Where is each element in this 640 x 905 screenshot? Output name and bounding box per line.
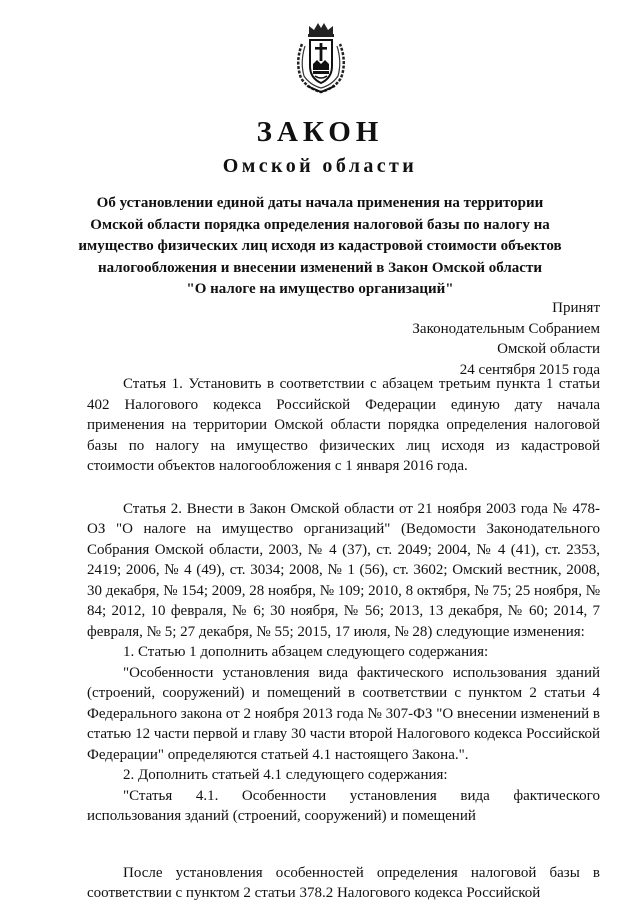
title-word: "Статья — [123, 787, 173, 804]
new-article-title-line-2: использования зданий (строений, сооружений) и помещений — [87, 808, 476, 824]
heading-line: Омской области порядка определения налоговой базы по налогу на — [90, 216, 550, 233]
heading-line: Об установлении единой даты начала применения на территории — [96, 195, 544, 211]
item-1: 1. Статью 1 дополнить абзацем следующего содержания: — [123, 644, 489, 660]
omsk-coat-of-arms-icon — [292, 20, 350, 94]
new-article-heading — [87, 786, 600, 807]
title-word: Особенности — [241, 787, 327, 804]
adopted-line: Омской области — [497, 341, 600, 357]
heading-line: "О налоге на имущество организаций" — [186, 281, 454, 297]
law-title: ЗАКОН — [256, 116, 384, 148]
adoption-block — [412, 298, 600, 380]
adoption-date: 24 сентября 2015 года — [459, 361, 600, 378]
adopted-line: Принят — [552, 300, 600, 316]
final-paragraph: После установления особенностей определения налоговой базы в соответствии с пунктом 2 статьи 378.2 Налогового кодекса Российской — [87, 864, 600, 901]
article-1: Статья 1. Установить в соответствии с абзацем третьим пункта 1 статьи 402 Налогового кодекса Российской Федерации единую дату начала применения на территории Омской области порядка определения налоговой базы по налогу на имущество физических лиц исходя из кадастровой стоимости объектов налогообложения с 1 января 2016 года. — [87, 376, 600, 474]
law-heading — [60, 193, 580, 301]
title-word: 4.1. — [195, 787, 219, 804]
new-article-title-line — [123, 786, 600, 807]
title-word: вида — [460, 787, 490, 804]
article-2: Статья 2. Внести в Закон Омской области от 21 ноября 2003 года № 478-ОЗ "О налоге на имущество организаций" (Ведомости Законодательного Собрания Омской области, 2003, № 4 (37), ст. 2049; 2004, № 4 (41), ст. 2353, 2419; 2006, № 4 (49), ст. 3034; 2008, № 1 (56), ст. 3602; Омский вестник, 2008, 30 декабря, № 154; 2009, 28 ноября, № 109; 2010, 8 октября, № 75; 25 ноября, № 84; 2012, 10 февраля, № 6; 30 ноября, № 56; 2013, 13 декабря, № 60; 2014, 7 февраля, № 5; 27 декабря, № 55; 2015, 17 июля, № 28) следующие изменения: — [87, 500, 601, 640]
heading-line: имущество физических лиц исходя из кадастровой стоимости объектов — [78, 238, 562, 254]
region-subtitle: Омской области — [222, 155, 418, 177]
title-word: фактического — [513, 787, 600, 804]
item-2: 2. Дополнить статьей 4.1 следующего содержания: — [123, 767, 448, 783]
heading-line: налогообложения и внесении изменений в Закон Омской области — [98, 259, 542, 276]
item-1-quote: "Особенности установления вида фактического использования зданий (строений, сооружений) и помещений в соответствии с пунктом 2 статьи 4 Федерального закона от 2 ноября 2013 года № 307-ФЗ "О внесении изменений в статью 12 части первой и главу 30 части второй Налогового кодекса Российской Федерации" определяются статьей 4.1 настоящего Закона.". — [87, 664, 600, 763]
adopted-line: Законодательным Собранием — [412, 320, 600, 337]
title-word: установления — [349, 787, 437, 804]
law-body — [87, 374, 600, 904]
